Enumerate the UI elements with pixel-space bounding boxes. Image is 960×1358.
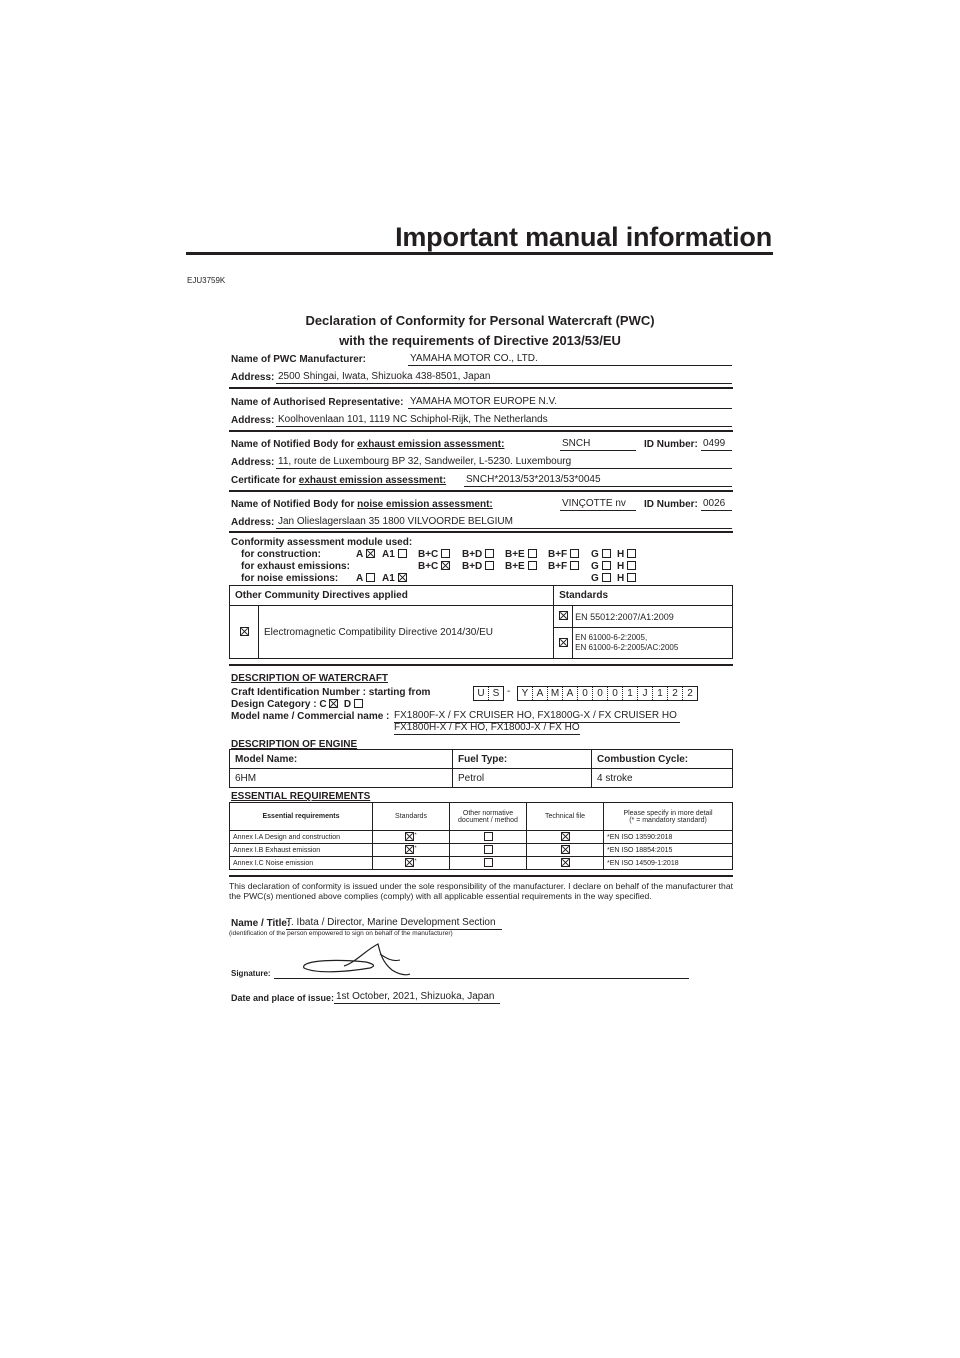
module-a: A xyxy=(356,549,375,560)
module-bd: B+D xyxy=(462,561,494,572)
signature-label: Signature: xyxy=(231,969,271,978)
rep-field: YAMAHA MOTOR EUROPE N.V. xyxy=(408,396,732,409)
directive-check-cell xyxy=(230,606,259,659)
manufacturer-field: YAMAHA MOTOR CO., LTD. xyxy=(408,353,732,366)
essential-header: Essential requirements xyxy=(230,803,373,831)
checkbox xyxy=(602,573,611,582)
exhaust-label: for exhaust emissions: xyxy=(241,561,350,572)
table-row xyxy=(230,831,733,844)
engine-model-header: Model Name: xyxy=(230,750,453,769)
module-be: B+E xyxy=(505,549,537,560)
mandatory-mark: * xyxy=(414,845,417,852)
technical-col-header: Technical file xyxy=(527,803,604,831)
document-code: EJU3759K xyxy=(187,276,226,285)
date-label: Date and place of issue: xyxy=(231,993,335,1003)
separator xyxy=(229,531,733,533)
checkbox xyxy=(627,561,636,570)
checkbox-checked xyxy=(240,627,249,636)
address-label: Address: xyxy=(231,457,275,468)
directive-name: Electromagnetic Compatibility Directive 2014/30/EU xyxy=(259,606,554,659)
module-h: H xyxy=(617,549,636,560)
name-title-field: T. Ibata / Director, Marine Development Section xyxy=(286,917,502,930)
checkbox xyxy=(398,549,407,558)
nb2-address-field: Jan Olieslagerslaan 35 1800 VILVOORDE BELGIUM xyxy=(276,516,732,529)
nb1-id-field: 0499 xyxy=(701,438,732,451)
req-name: Annex I.B Exhaust emission xyxy=(230,844,373,857)
cin-country-boxes: U S xyxy=(473,686,504,701)
engine-model: 6HM xyxy=(230,769,453,788)
model-label: Model name / Commercial name : xyxy=(231,711,390,722)
nb1-address-field: 11, route de Luxembourg BP 32, Sandweiler, L-5230. Luxembourg xyxy=(276,456,732,469)
checkbox xyxy=(570,561,579,570)
module-bc: B+C xyxy=(418,549,450,560)
nb1-field: SNCH xyxy=(560,438,636,451)
table-row xyxy=(230,857,733,870)
checkbox xyxy=(484,845,493,854)
req-name: Annex I.C Noise emission xyxy=(230,857,373,870)
model-line-1: FX1800F-X / FX CRUISER HO, FX1800G-X / FX CRUISER HO xyxy=(394,710,680,723)
checkbox-checked xyxy=(561,845,570,854)
manufacturer-address-field: 2500 Shingai, Iwata, Shizuoka 438-8501, Japan xyxy=(276,371,732,384)
checkbox-checked xyxy=(441,561,450,570)
req-name: Annex I.A Design and construction xyxy=(230,831,373,844)
mandatory-mark: * xyxy=(414,858,417,865)
construction-label: for construction: xyxy=(241,549,321,560)
detail-col-header: Please specify in more detail (* = mandatory standard) xyxy=(604,803,733,831)
standard-2: EN 61000-6-2:2005, EN 61000-6-2:2005/AC:2005 xyxy=(573,628,733,659)
checkbox-checked xyxy=(366,549,375,558)
combustion-cycle: 4 stroke xyxy=(592,769,733,788)
module-h: H xyxy=(617,573,636,584)
normative-col-header: Other normative document / method xyxy=(450,803,527,831)
checkbox xyxy=(441,549,450,558)
rep-address-field: Koolhovenlaan 101, 1119 NC Schiphol-Rijk, The Netherlands xyxy=(276,414,732,427)
engine-title: DESCRIPTION OF ENGINE xyxy=(231,739,358,750)
title-rule xyxy=(186,252,773,255)
checkbox xyxy=(602,561,611,570)
address-label: Address: xyxy=(231,415,275,426)
address-label: Address: xyxy=(231,372,275,383)
address-label: Address: xyxy=(231,517,275,528)
model-line-2: FX1800H-X / FX HO, FX1800J-X / FX HO xyxy=(394,722,580,733)
checkbox xyxy=(354,699,363,708)
fuel-type-header: Fuel Type: xyxy=(453,750,592,769)
cin-label: Craft Identification Number : starting from xyxy=(231,687,431,698)
statement: This declaration of conformity is issued under the sole responsibility of the manufacturer. I declare on behalf of the manufacturer that the PWC(s) mentioned above complies (comply) with all applicable essential requirements in the way specified. xyxy=(229,881,733,901)
cin-code-boxes: Y A M A 0 0 0 1 J 1 2 2 xyxy=(517,686,698,701)
date-field: 1st October, 2021, Shizuoka, Japan xyxy=(334,991,500,1004)
noise-label: for noise emissions: xyxy=(241,573,339,584)
mandatory-mark: * xyxy=(414,832,417,839)
name-note: (identification of the person empowered to sign on behalf of the manufacturer) xyxy=(229,930,453,937)
checkbox-checked xyxy=(405,845,417,854)
checkbox-checked xyxy=(405,832,417,841)
checkbox-checked xyxy=(559,611,568,620)
separator xyxy=(229,664,733,666)
directives-table xyxy=(229,585,733,659)
checkbox xyxy=(485,561,494,570)
declaration-subtitle: with the requirements of Directive 2013/53/EU xyxy=(339,333,621,348)
rep-label: Name of Authorised Representative: xyxy=(231,397,404,408)
checkbox-checked xyxy=(561,832,570,841)
standard-1: EN 55012:2007/A1:2009 xyxy=(573,606,733,628)
cert-label: Certificate for exhaust emission assessment: xyxy=(231,475,447,486)
checkbox xyxy=(528,561,537,570)
module-h: H xyxy=(617,561,636,572)
checkbox xyxy=(484,832,493,841)
req-detail: *EN ISO 18854:2015 xyxy=(604,844,733,857)
design-category: Design Category : C D xyxy=(231,699,363,710)
checkbox xyxy=(485,549,494,558)
manufacturer-label: Name of PWC Manufacturer: xyxy=(231,354,367,365)
essential-table xyxy=(229,802,733,870)
checkbox xyxy=(627,549,636,558)
separator xyxy=(229,875,733,877)
watercraft-title: DESCRIPTION OF WATERCRAFT xyxy=(231,673,389,684)
checkbox xyxy=(627,573,636,582)
separator xyxy=(229,430,733,432)
module-a1: A1 xyxy=(382,573,407,584)
module-a: A xyxy=(356,573,375,584)
page-title: Important manual information xyxy=(395,222,772,252)
engine-table xyxy=(229,749,733,788)
checkbox xyxy=(528,549,537,558)
standards-col-header: Standards xyxy=(373,803,450,831)
req-detail: *EN ISO 13590:2018 xyxy=(604,831,733,844)
checkbox-checked xyxy=(405,858,417,867)
module-a1: A1 xyxy=(382,549,407,560)
checkbox xyxy=(602,549,611,558)
module-be: B+E xyxy=(505,561,537,572)
module-bc: B+C xyxy=(418,561,450,572)
name-title-label: Name / Title: xyxy=(231,918,291,929)
module-bf: B+F xyxy=(548,561,579,572)
module-bf: B+F xyxy=(548,549,579,560)
module-g: G xyxy=(591,573,611,584)
standards-header: Standards xyxy=(554,586,733,606)
checkbox-checked xyxy=(329,699,338,708)
table-row xyxy=(230,844,733,857)
nb2-id-field: 0026 xyxy=(701,498,732,511)
separator xyxy=(229,490,733,492)
id-label: ID Number: xyxy=(644,499,698,510)
fuel-type: Petrol xyxy=(453,769,592,788)
checkbox xyxy=(366,573,375,582)
module-g: G xyxy=(591,549,611,560)
cert-field: SNCH*2013/53*2013/53*0045 xyxy=(464,474,732,487)
conformity-title: Conformity assessment module used: xyxy=(231,537,413,548)
nb1-label: Name of Notified Body for exhaust emission assessment: xyxy=(231,439,505,450)
signature-image xyxy=(296,940,414,982)
separator xyxy=(229,387,733,389)
checkbox xyxy=(484,858,493,867)
nb2-field: VINÇOTTE nv xyxy=(560,498,636,511)
directives-header: Other Community Directives applied xyxy=(230,586,554,606)
combustion-header: Combustion Cycle: xyxy=(592,750,733,769)
req-detail: *EN ISO 14509-1:2018 xyxy=(604,857,733,870)
declaration-title: Declaration of Conformity for Personal Watercraft (PWC) xyxy=(305,313,655,328)
checkbox-checked xyxy=(559,638,568,647)
checkbox xyxy=(570,549,579,558)
checkbox-checked xyxy=(561,858,570,867)
module-g: G xyxy=(591,561,611,572)
nb2-label: Name of Notified Body for noise emission assessment: xyxy=(231,499,493,510)
essential-title: ESSENTIAL REQUIREMENTS xyxy=(231,791,371,802)
id-label: ID Number: xyxy=(644,439,698,450)
cin-dash: - xyxy=(507,686,511,697)
checkbox-checked xyxy=(398,573,407,582)
module-bd: B+D xyxy=(462,549,494,560)
